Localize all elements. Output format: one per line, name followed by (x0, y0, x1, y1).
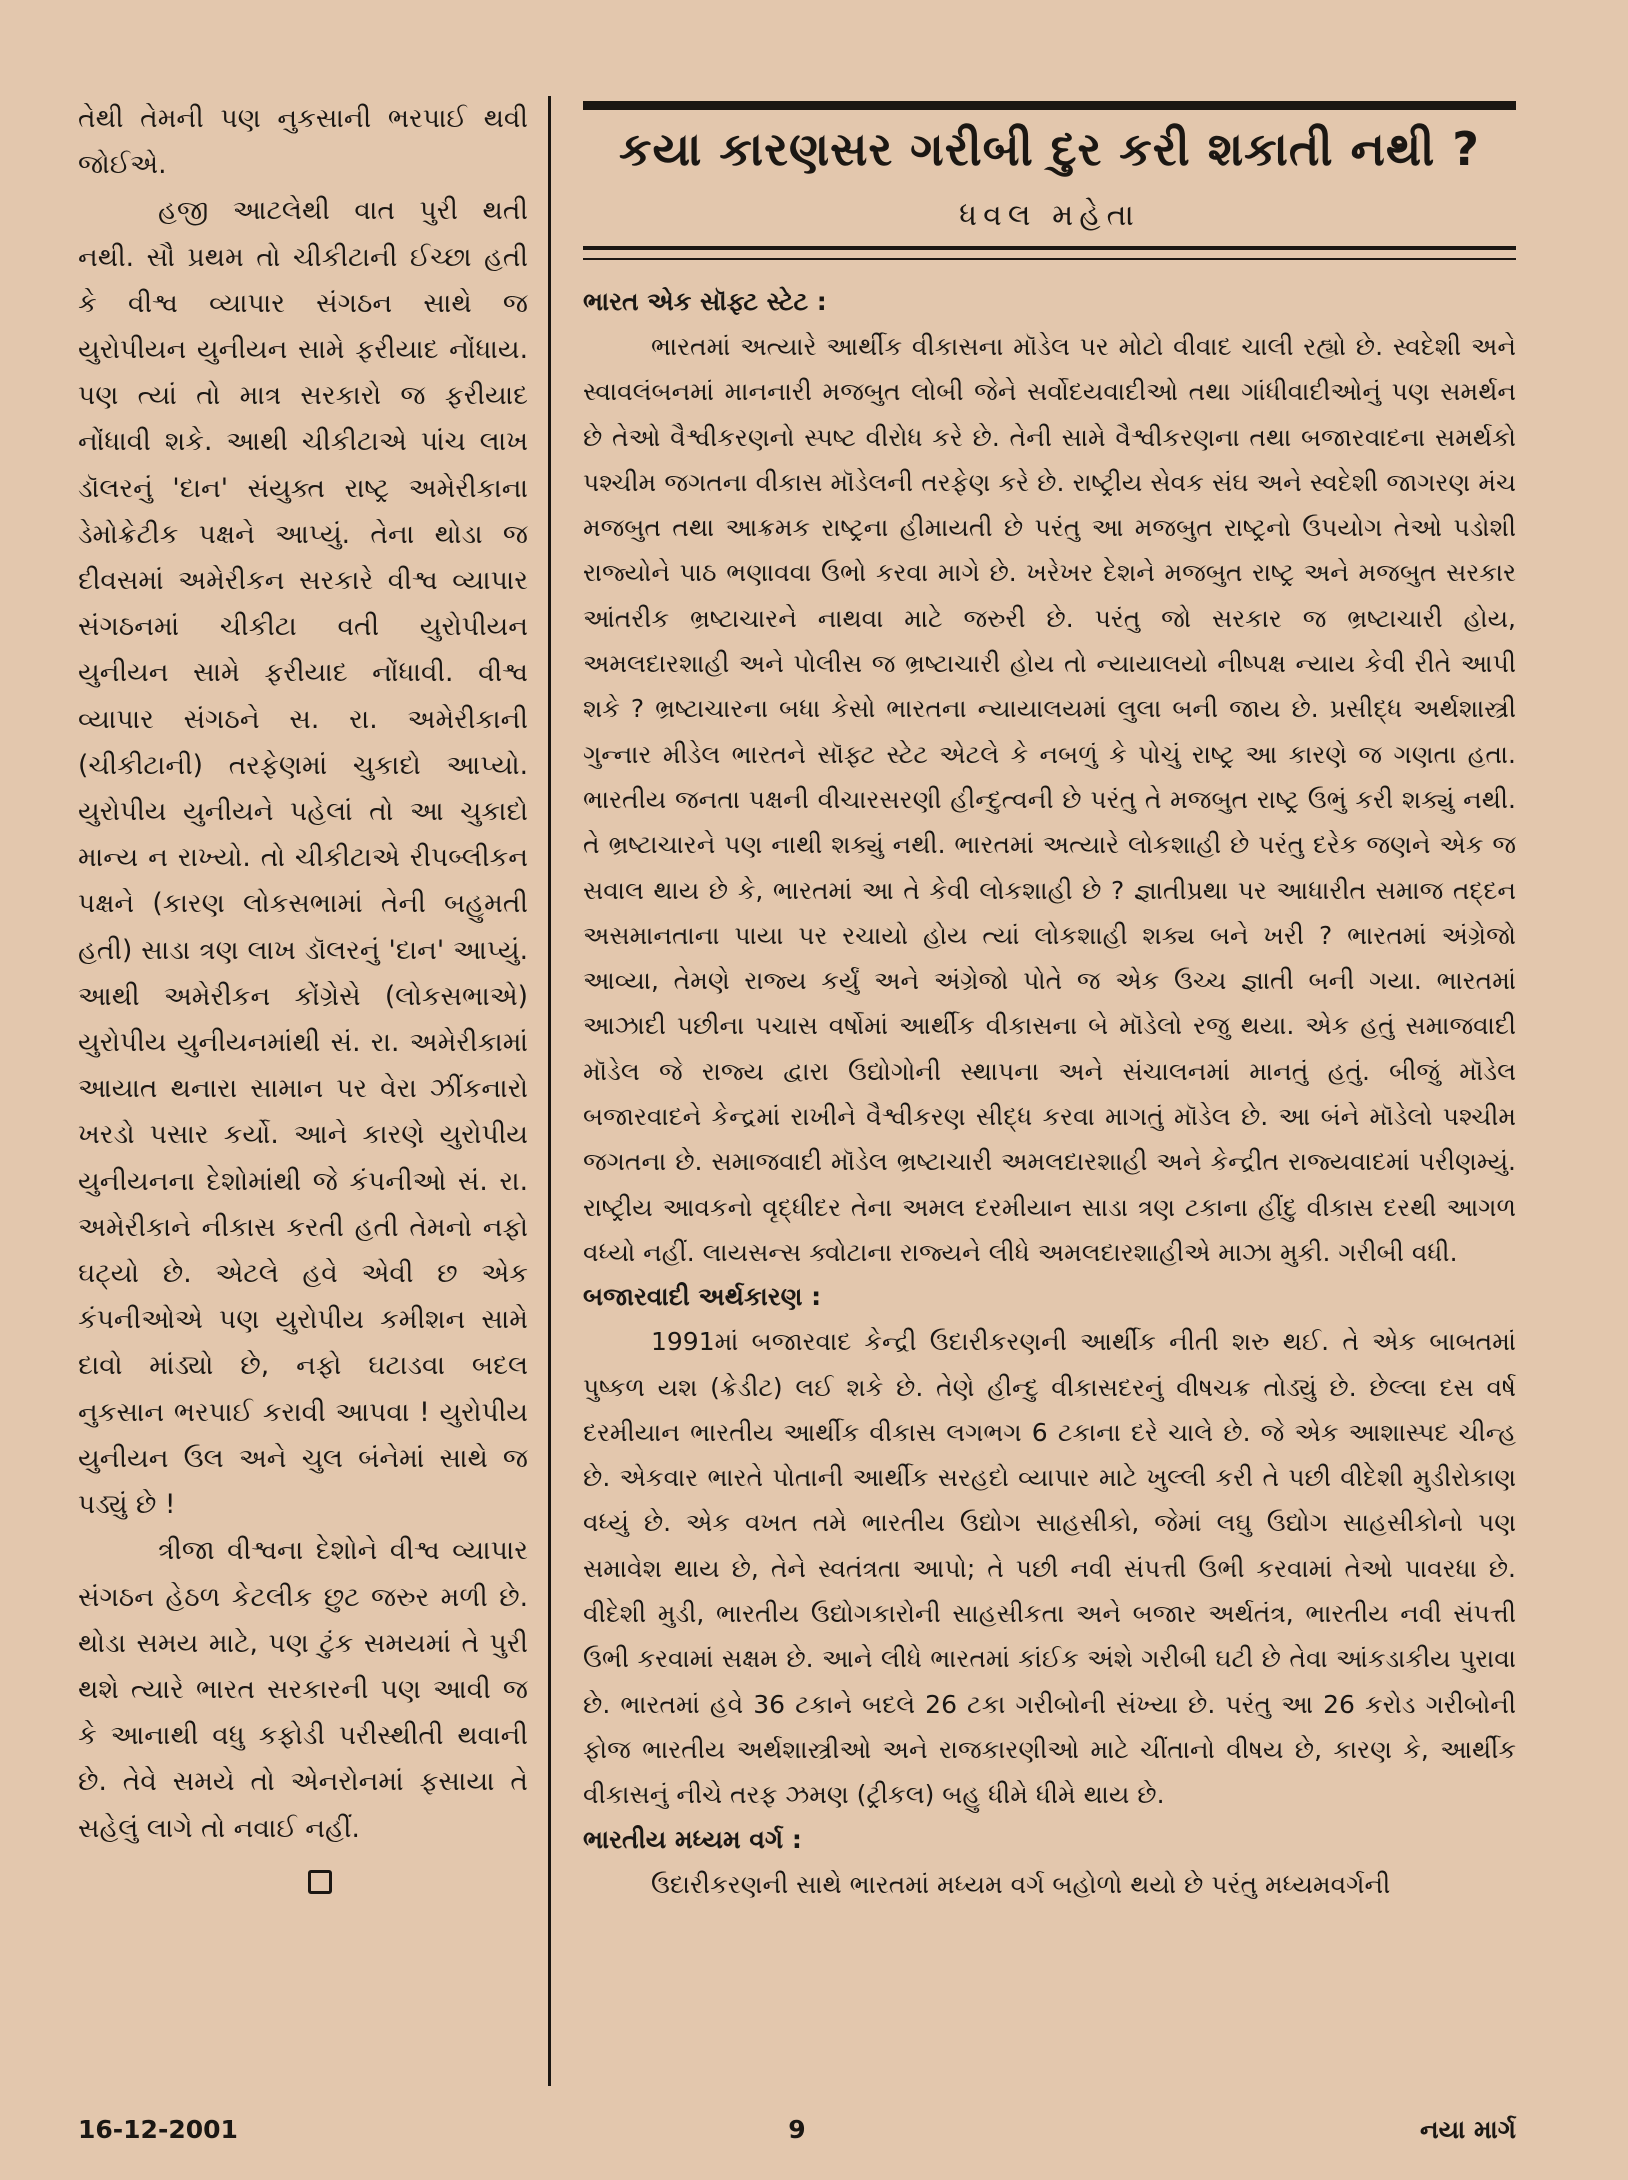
section-heading-soft-state: ભારત એક સૉફ્ટ સ્ટેટ : (583, 287, 827, 316)
title-top-rule (583, 101, 1516, 110)
end-of-article-box-icon (308, 1870, 332, 1894)
section-heading-middle-class: ભારતીય મધ્યમ વર્ગ : (583, 1824, 802, 1854)
title-bottom-rule (583, 246, 1516, 260)
section-text-middle-class: ઉદારીકરણની સાથે ભારતમાં મધ્યમ વર્ગ બહોળો થયો છે પરંતુ મધ્યમવર્ગની (651, 1869, 1391, 1899)
left-column (78, 96, 528, 1894)
left-paragraph-2: હજી આટલેથી વાત પુરી થતી નથી. સૌ પ્રથમ તો ચીકીટાની ઈચ્છા હતી કે વીશ્વ વ્યાપાર સંગઠન સાથે જ યુરોપીયન યુનીયન સામે ફરીયાદ નોંધાય. પણ ત્યાં તો માત્ર સરકારો જ ફરીયાદ નોંધાવી શકે. આથી ચીકીટાએ પાંચ લાખ ડૉલરનું 'દાન' સંયુક્ત રાષ્ટ્ર અમેરીકાના ડેમોક્રેટીક પક્ષને આપ્યું. તેના થોડા જ દીવસમાં અમેરીકન સરકારે વીશ્વ વ્યાપાર સંગઠનમાં ચીકીટા વતી યુરોપીયન યુનીયન સામે ફરીયાદ નોંધાવી. વીશ્વ વ્યાપાર સંગઠને સ. રા. અમેરીકાની (ચીકીટાની) તરફેણમાં ચુકાદો આપ્યો. યુરોપીય યુનીયને પહેલાં તો આ ચુકાદો માન્ય ન રાખ્યો. તો ચીકીટાએ રીપબ્લીકન પક્ષને (કારણ લોકસભામાં તેની બહુમતી હતી) સાડા ત્રણ લાખ ડૉલરનું 'દાન' આપ્યું. આથી અમેરીકન કોંગ્રેસે (લોકસભાએ) યુરોપીય યુનીયનમાંથી સં. રા. અમેરીકામાં આયાત થનારા સામાન પર વેરા ઝીંકનારો ખરડો પસાર કર્યો. આને કારણે યુરોપીય યુનીયનના દેશોમાંથી જે કંપનીઓ સં. રા. અમેરીકાને નીકાસ કરતી હતી તેમનો નફો ઘટ્યો છે. એટલે હવે એવી છ એક કંપનીઓએ પણ યુરોપીય કમીશન સામે દાવો માંડ્યો છે, નફો ઘટાડવા બદલ નુકસાન ભરપાઈ કરાવી આપવા ! યુરોપીય યુનીયન ઉલ અને ચુલ બંનેમાં સાથે જ પડ્યું છે ! (78, 195, 528, 1521)
section-text-soft-state: ભારતમાં અત્યારે આર્થીક વીકાસના મૉડેલ પર મોટો વીવાદ ચાલી રહ્યો છે. સ્વદેશી અને સ્વાવલંબનમાં માનનારી મજબુત લોબી જેને સર્વોદયવાદીઓ તથા ગાંધીવાદીઓનું પણ સમર્થન છે તેઓ વૈશ્વીકરણનો સ્પષ્ટ વીરોધ કરે છે. તેની સામે વૈશ્વીકરણના તથા બજારવાદના સમર્થકો પશ્ચીમ જગતના વીકાસ મૉડેલની તરફેણ કરે છે. રાષ્ટ્રીય સેવક સંઘ અને સ્વદેશી જાગરણ મંચ મજબુત તથા આક્રમક રાષ્ટ્રના હીમાયતી છે પરંતુ આ મજબુત રાષ્ટ્રનો ઉપયોગ તેઓ પડોશી રાજ્યોને પાઠ ભણાવવા ઉભો કરવા માગે છે. ખરેખર દેશને મજબુત રાષ્ટ્ર અને મજબુત સરકાર આંતરીક ભ્રષ્ટાચારને નાથવા માટે જરુરી છે. પરંતુ જો સરકાર જ ભ્રષ્ટાચારી હોય, અમલદારશાહી અને પોલીસ જ ભ્રષ્ટાચારી હોય તો ન્યાયાલયો નીષ્પક્ષ ન્યાય કેવી રીતે આપી શકે ? ભ્રષ્ટાચારના બધા કેસો ભારતના ન્યાયાલયમાં લુલા બની જાય છે. પ્રસીદ્ધ અર્થશાસ્ત્રી ગુન્નાર મીડેલ ભારતને સૉફ્ટ સ્ટેટ એટલે કે નબળું કે પોચું રાષ્ટ્ર આ કારણે જ ગણતા હતા. ભારતીય જનતા પક્ષની વીચારસરણી હીન્દુત્વની છે પરંતુ તે મજબુત રાષ્ટ્ર ઉભું કરી શક્યું નથી. તે ભ્રષ્ટાચારને પણ નાથી શક્યું નથી. ભારતમાં અત્યારે લોકશાહી છે પરંતુ દરેક જણને એક જ સવાલ થાય છે કે, ભારતમાં આ તે કેવી લોકશાહી છે ? જ્ઞાતીપ્રથા પર આધારીત સમાજ તદ્દન અસમાનતાના પાયા પર રચાયો હોય ત્યાં લોકશાહી શક્ય બને ખરી ? ભારતમાં અંગ્રેજો આવ્યા, તેમણે રાજ્ય કર્યું અને અંગ્રેજો પોતે જ એક ઉચ્ચ જ્ઞાતી બની ગયા. ભારતમાં આઝાદી પછીના પચાસ વર્ષોમાં આર્થીક વીકાસના બે મૉડેલો રજુ થયા. એક હતું સમાજવાદી મૉડેલ જે રાજ્ય દ્વારા ઉદ્યોગોની સ્થાપના અને સંચાલનમાં માનતું હતું. બીજું મૉડેલ બજારવાદને કેન્દ્રમાં રાખીને વૈશ્વીકરણ સીદ્ધ કરવા માગતું મૉડેલ છે. આ બંને મૉડેલો પશ્ચીમ જગતના છે. સમાજવાદી મૉડેલ ભ્રષ્ટાચારી અમલદારશાહી અને કેન્દ્રીત રાજ્યવાદમાં પરીણમ્યું. રાષ્ટ્રીય આવકનો વૃદ્ધીદર તેના અમલ દરમીયાન સાડા ત્રણ ટકાના હીંદુ વીકાસ દરથી આગળ વધ્યો નહીં. લાયસન્સ ક્વોટાના રાજ્યને લીધે અમલદારશાહીએ માઝા મુકી. ગરીબી વધી. (583, 332, 1516, 1267)
article-author: ધવલ મહેતા (959, 198, 1140, 233)
footer-page-number: 9 (788, 2115, 806, 2144)
left-paragraph-1: તેથી તેમની પણ નુકસાની ભરપાઈ થવી જોઈએ. (78, 103, 528, 181)
section-text-market-economy: 1991માં બજારવાદ કેન્દ્રી ઉદારીકરણની આર્થીક નીતી શરુ થઈ. તે એક બાબતમાં પુષ્કળ યશ (ક્રેડીટ) લઈ શકે છે. તેણે હીન્દુ વીકાસદરનું વીષચક્ર તોડ્યું છે. છેલ્લા દસ વર્ષ દરમીયાન ભારતીય આર્થીક વીકાસ લગભગ 6 ટકાના દરે ચાલે છે. જે એક આશાસ્પદ ચીન્હ છે. એકવાર ભારતે પોતાની આર્થીક સરહદો વ્યાપાર માટે ખુલ્લી કરી તે પછી વીદેશી મુડીરોકાણ વધ્યું છે. એક વખત તમે ભારતીય ઉદ્યોગ સાહસીકો, જેમાં લઘુ ઉદ્યોગ સાહસીકોનો પણ સમાવેશ થાય છે, તેને સ્વતંત્રતા આપો; તે પછી નવી સંપત્તી ઉભી કરવામાં તેઓ પાવરધા છે. વીદેશી મુડી, ભારતીય ઉદ્યોગકારોની સાહસીકતા અને બજાર અર્થતંત્ર, ભારતીય નવી સંપત્તી ઉભી કરવામાં સક્ષમ છે. આને લીધે ભારતમાં કાંઈક અંશે ગરીબી ઘટી છે તેવા આંકડાકીય પુરાવા છે. ભારતમાં હવે 36 ટકાને બદલે 26 ટકા ગરીબોની સંખ્યા છે. પરંતુ આ 26 કરોડ ગરીબોની ફોજ ભારતીય અર્થશાસ્ત્રીઓ અને રાજકારણીઓ માટે ચીંતાનો વીષય છે, કારણ કે, આર્થીક વીકાસનું નીચે તરફ ઝમણ (ટ્રીકલ) બહુ ધીમે ધીમે થાય છે. (583, 1327, 1516, 1810)
page-footer (78, 2110, 1516, 2150)
article-title: કયા કારણસર ગરીબી દુર કરી શકાતી નથી ? (619, 122, 1480, 176)
article-body (583, 280, 1516, 1907)
footer-magazine-name: નયા માર્ગ (1420, 2115, 1516, 2144)
left-paragraph-3: ત્રીજા વીશ્વના દેશોને વીશ્વ વ્યાપાર સંગઠન હેઠળ કેટલીક છુટ જરુર મળી છે. થોડા સમય માટે, પણ ટુંક સમયમાં તે પુરી થશે ત્યારે ભારત સરકારની પણ આવી જ કે આનાથી વધુ કફોડી પરીસ્થીતી થવાની છે. તેવે સમયે તો એનરોનમાં ફસાયા તે સહેલું લાગે તો નવાઈ નહીં. (78, 1535, 528, 1844)
footer-date: 16-12-2001 (78, 2115, 238, 2144)
section-heading-market-economy: બજારવાદી અર્થકારણ : (583, 1282, 822, 1312)
column-divider (548, 96, 551, 2086)
